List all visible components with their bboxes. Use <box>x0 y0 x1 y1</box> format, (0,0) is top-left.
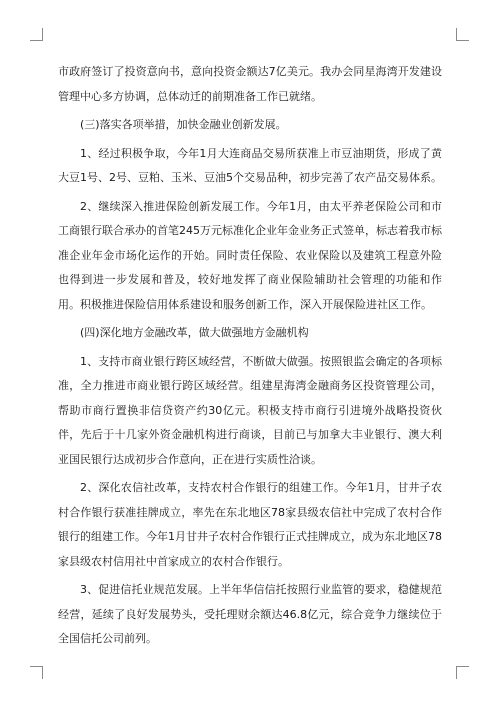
crop-mark-bottom-right <box>456 666 469 679</box>
paragraph-trust: 3、促进信托业规范发展。上半年华信信托按照行业监管的要求，稳健规范经营，延续了良好发展势头，受托理财余额达46.8亿元，综合竞争力继续位于全国信托公司前列。 <box>58 583 442 645</box>
section-heading-3: (三)落实各项举措，加快金融业创新发展。 <box>80 118 287 131</box>
paragraph-insurance: 2、继续深入推进保险创新发展工作。今年1月，由太平养老保险公司和市工商银行联合承办的首笔245万元标准化企业年金业务正式签单，标志着我市标准企业年金市场化运作的开始。同时责任保险、农业保险以及建筑工程意外险也得到进一步发展和普及，较好地发挥了商业保险辅助社会管理的功能和作用。积极推进保险信用体系建设和服务创新工作，深入开展保险进社区工作。 <box>58 199 442 311</box>
paragraph-continuation: 市政府签订了投资意向书，意向投资金额达7亿美元。我办会同星海湾开发建设管理中心多方协调，总体动迁的前期准备工作已就绪。 <box>58 65 442 103</box>
document-body <box>58 60 442 656</box>
crop-mark-top-left <box>30 28 43 41</box>
paragraph-futures: 1、经过积极争取，今年1月大连商品交易所获准上市豆油期货，形成了黄大豆1号、2号、豆粕、玉米、豆油5个交易品种，初步完善了农产品交易体系。 <box>58 146 442 184</box>
paragraph-commercial-bank: 1、支持市商业银行跨区域经营，不断做大做强。按照银监会确定的各项标准，全力推进市商业银行跨区域经营。组建星海湾金融商务区投资管理公司，帮助市商行置换非信贷资产约30亿元。积极支持市商行引进境外战略投资伙伴，先后于十几家外资金融机构进行商谈，目前已与加拿大丰业银行、澳大利亚国民银行达成初步合作意向，正在进行实质性洽谈。 <box>58 354 442 466</box>
crop-mark-top-right <box>456 28 469 41</box>
section-heading-4: (四)深化地方金融改革，做大做强地方金融机构 <box>80 326 309 339</box>
paragraph-rural-credit: 2、深化农信社改革，支持农村合作银行的组建工作。今年1月，甘井子农村合作银行获准挂牌成立，率先在东北地区78家县级农信社中完成了农村合作银行的组建工作。今年1月甘井子农村合作银行正式挂牌成立，成为东北地区78家县级农村信用社中首家成立的农村合作银行。 <box>58 481 442 568</box>
crop-mark-bottom-left <box>30 666 43 679</box>
